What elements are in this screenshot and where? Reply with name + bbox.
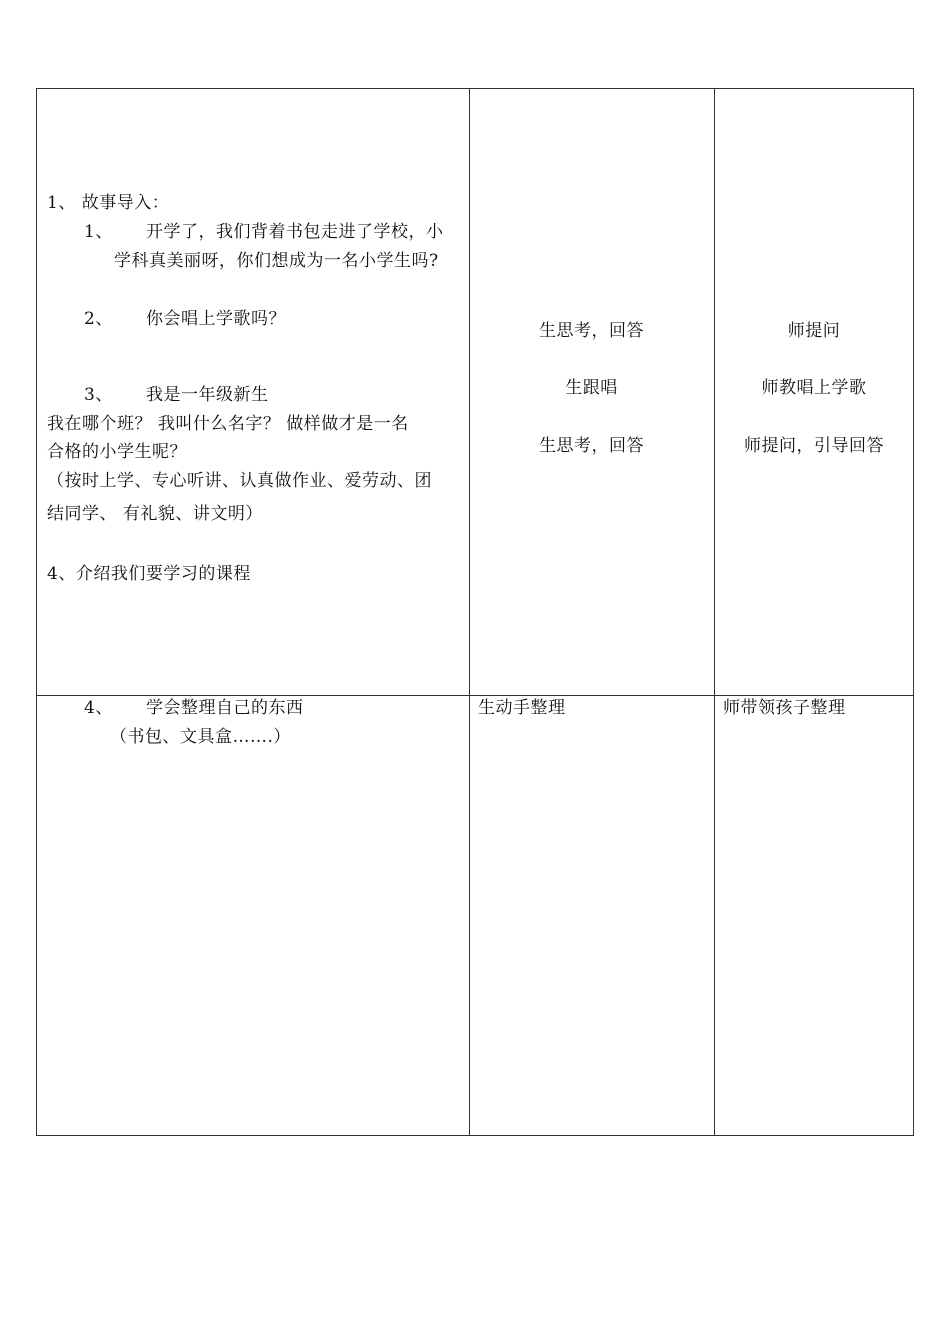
student-activity: 生思考，回答 — [539, 321, 644, 341]
content-text: 我在哪个班？ 我叫什么名字？ 做样做才是一名 — [47, 414, 409, 434]
teacher-activity: 师教唱上学歌 — [761, 378, 867, 398]
content-text: 开学了，我们背着书包走进了学校，小 — [146, 222, 444, 242]
student-activity: 生动手整理 — [478, 698, 566, 718]
teacher-activity: 师提问，引导回答 — [744, 436, 884, 456]
content-text: 学会整理自己的东西 — [146, 698, 304, 718]
sub-item-number: 1、 — [84, 222, 113, 242]
content-text: 结同学、 有礼貌、讲文明） — [47, 504, 263, 524]
course-intro-item: 4、介绍我们要学习的课程 — [47, 564, 251, 584]
content-text: 我是一年级新生 — [146, 385, 269, 405]
teacher-activity: 师提问 — [787, 321, 841, 341]
story-intro-heading: 1、 故事导入： — [47, 193, 170, 213]
teacher-activity: 师带领孩子整理 — [723, 698, 846, 718]
content-text: 合格的小学生呢？ — [47, 442, 187, 462]
content-text: （书包、文具盒…….） — [110, 727, 291, 747]
student-activity: 生跟唱 — [565, 378, 618, 398]
content-text: （按时上学、专心听讲、认真做作业、爱劳动、团 — [47, 471, 432, 491]
row-divider — [37, 695, 913, 696]
content-text: 学科真美丽呀，你们想成为一名小学生吗? — [114, 251, 439, 271]
content-text: 你会唱上学歌吗？ — [146, 309, 286, 329]
sub-item-number: 2、 — [84, 309, 113, 329]
column-divider — [714, 89, 715, 1135]
sub-item-number: 4、 — [84, 698, 113, 718]
sub-item-number: 3、 — [84, 385, 113, 405]
student-activity: 生思考，回答 — [539, 436, 644, 456]
lesson-plan-table — [36, 88, 914, 1136]
column-divider — [469, 89, 470, 1135]
